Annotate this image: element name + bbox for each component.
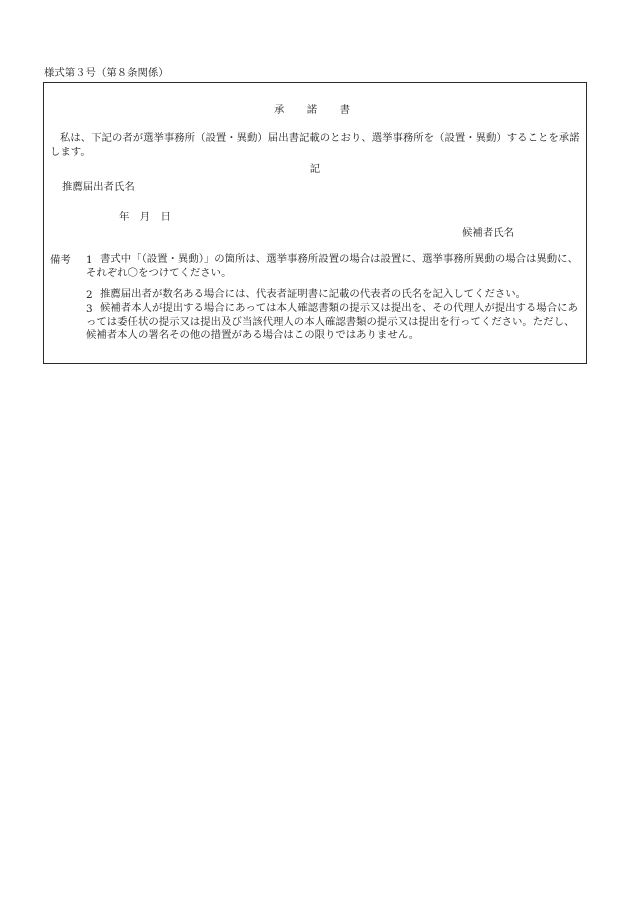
- note-text: 推薦届出者が数名ある場合には、代表者証明書に記載の代表者の氏名を記入してください。: [100, 288, 527, 300]
- date-line: 年 月 日: [119, 211, 171, 223]
- nominator-name-label: 推薦届出者氏名: [62, 181, 135, 193]
- note-number: 3: [86, 303, 93, 315]
- form-number-label: 様式第３号（第８条関係）: [44, 67, 169, 79]
- consent-form-box: [43, 82, 587, 364]
- ki-heading: 記: [309, 163, 321, 175]
- candidate-name-label: 候補者氏名: [462, 227, 514, 239]
- document-title: 承 諾 書: [274, 104, 356, 116]
- remarks-heading: 備考: [50, 254, 71, 266]
- note-number: 1: [86, 254, 93, 266]
- consent-statement: 私は、下記の者が選挙事務所（設置・異動）届出書記載のとおり、選挙事務所を（設置・異動）することを承諾します。: [50, 132, 580, 158]
- note-text: 候補者本人が提出する場合にあっては本人確認書類の提示又は提出を、その代理人が提出する場合にあっては委任状の提示又は提出及び当該代理人の本人確認書類の提示又は提出を行ってください。ただし、候補者本人の署名その他の措置がある場合はこの限りではありません。: [86, 302, 578, 341]
- note-number: 2: [86, 289, 93, 301]
- note-text: 書式中「（設置・異動）」の箇所は、選挙事務所設置の場合は設置に、選挙事務所異動の場合は異動に、それぞれ〇をつけてください。: [86, 253, 578, 279]
